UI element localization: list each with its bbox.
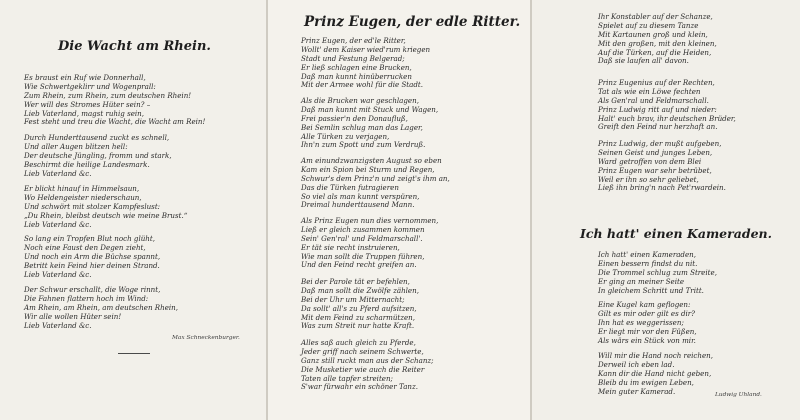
verse-line: Noch eine Faust den Degen zieht, (24, 242, 146, 252)
verse-line: Daß sie laufen all' davon. (598, 56, 689, 66)
verse-line: Beschirmt die heilige Landesmark. (24, 159, 150, 169)
verse-line: Kann dir die Hand nicht geben, (598, 368, 712, 378)
verse-line: Wie man sollt die Truppen führen, (301, 251, 425, 261)
verse-line: Und den Feind recht greifen an. (301, 260, 417, 270)
verse-line: Auf die Türken, auf die Heiden, (598, 47, 712, 57)
verse-line: Will mir die Hand noch reichen, (598, 351, 713, 360)
verse-line: In gleichem Schritt und Tritt. (598, 285, 704, 295)
verse-line: Zum Rhein, zum Rhein, zum deutschen Rhein! (24, 90, 192, 100)
stanza (24, 286, 178, 330)
verse-line: Die Musketier wie auch die Reiter (301, 364, 425, 374)
stanza (598, 13, 717, 66)
verse-line: Schwur's dem Prinz'n und zeigt's ihm an, (301, 173, 450, 183)
verse-line: Fest steht und treu die Wacht, die Wacht am Rein! (24, 117, 206, 127)
verse-line: Sein' Gen'ral' und Feldmarschall'. (301, 233, 423, 243)
verse-line: Er blickt hinauf in Himmelsaun, (24, 184, 140, 193)
verse-line: Gilt es mir oder gilt es dir? (598, 308, 695, 318)
verse-line: Bleib du im ewigen Leben, (598, 377, 694, 387)
stanza (598, 140, 726, 193)
stanza (301, 278, 419, 331)
verse-line: Prinz Ludwig, der mußt aufgeben, (598, 139, 722, 148)
verse-line: Mit Kartaunen groß und klein, (598, 29, 708, 39)
verse-line: Und aller Augen blitzen hell: (24, 141, 128, 151)
stanza (24, 185, 187, 229)
verse-line: Taten alle tapfer streiten; (301, 373, 393, 383)
verse-line: Daß man kunnt hinüberrucken (301, 71, 412, 81)
verse-line: Lieb Vaterland &c. (24, 269, 92, 279)
poem-title: Die Wacht am Rhein. (58, 39, 211, 54)
author-credit: Ludwig Uhland. (715, 392, 762, 398)
verse-line: Mein guter Kamerad. (598, 386, 676, 396)
panel-right (532, 0, 800, 420)
panel-left (0, 0, 266, 420)
verse-line: Am einundzwanzigsten August so eben (301, 156, 442, 165)
verse-line: Eine Kugel kam geflogen: (598, 300, 691, 309)
verse-line: Halt' euch brav, ihr deutschen Brüder, (598, 113, 736, 123)
verse-line: Frei passier'n den Donaufluß, (301, 113, 408, 123)
verse-line: Derweil ich eben lad. (598, 359, 675, 369)
verse-line: Mit dem Feind zu scharmützen, (301, 312, 415, 322)
verse-line: Wo Heldengeister niederschaun, (24, 192, 142, 202)
poem-title: Prinz Eugen, der edle Ritter. (304, 14, 521, 30)
poem-title: Ich hatt' einen Kameraden. (580, 226, 772, 241)
verse-line: Die Fahnen flattern hoch im Wind: (24, 293, 149, 303)
verse-line: Wir alle wollen Hüter sein! (24, 311, 122, 321)
verse-line: Lieb Vaterland, magst ruhig sein, (24, 108, 144, 118)
verse-line: Lieb Vaterland &c. (24, 320, 92, 330)
stanza (301, 157, 450, 210)
stanza (301, 97, 438, 150)
divider (118, 353, 150, 354)
verse-line: Alles saß auch gleich zu Pferde, (301, 338, 416, 347)
verse-line: Durch Hunderttausend zuckt es schnell, (24, 133, 170, 142)
verse-line: Prinz Eugenius auf der Rechten, (598, 78, 715, 87)
stanza (24, 134, 172, 178)
verse-line: Ihr Konstabler auf der Schanze, (598, 12, 713, 21)
stanza (301, 217, 438, 270)
verse-line: Als Gen'ral und Feldmarschall. (598, 95, 709, 105)
verse-line: So viel als man kunnt verspüren, (301, 191, 420, 201)
verse-line: Als wärs ein Stück von mir. (598, 335, 696, 345)
verse-line: Ganz still ruckt man aus der Schanz; (301, 355, 434, 365)
verse-line: Daß man sollt die Zwölfe zählen, (301, 285, 419, 295)
verse-line: S'war fürwahr ein schöner Tanz. (301, 382, 418, 392)
verse-line: Bei Semlin schlug man das Lager, (301, 122, 423, 132)
verse-line: Ließ er gleich zusammen kommen (301, 224, 425, 234)
verse-line: Greift den Feind nur herzhaft an. (598, 122, 718, 132)
verse-line: Der deutsche Jüngling, fromm und stark, (24, 150, 172, 160)
verse-line: Wer will des Stromes Hüter sein? – (24, 99, 151, 109)
verse-line: Und noch ein Arm die Büchse spannt, (24, 251, 161, 261)
verse-line: Ließ ihn bring'n nach Pet'rwardein. (598, 183, 726, 193)
verse-line: Als Prinz Eugen nun dies vernommen, (301, 216, 439, 225)
verse-line: Wie Schwertgeklirr und Wogenprall: (24, 81, 156, 91)
verse-line: Tat als wie ein Löwe fechten (598, 86, 701, 96)
verse-line: So lang ein Tropfen Blut noch glüht, (24, 234, 155, 243)
verse-line: Der Schwur erschallt, die Woge rinnt, (24, 285, 161, 294)
stanza (301, 339, 434, 392)
author-credit: Max Schneckenburger. (172, 335, 240, 341)
verse-line: Prinz Ludwig ritt auf und nieder: (598, 104, 717, 114)
stanza (24, 235, 160, 279)
verse-line: Stadt und Festung Belgerad; (301, 53, 405, 63)
verse-line: Mit der Armee wohl für die Stadt. (301, 80, 424, 90)
verse-line: Jeder griff nach seinem Schwerte, (301, 346, 424, 356)
verse-line: Als die Brucken war geschlagen, (301, 96, 419, 105)
verse-line: Die Trommel schlug zum Streite, (598, 267, 717, 277)
verse-line: Bei der Uhr um Mitternacht; (301, 294, 405, 304)
verse-line: Kam ein Spion bei Sturm und Regen, (301, 164, 435, 174)
verse-line: Dreimal hunderttausend Mann. (301, 200, 415, 210)
verse-line: Lieb Vaterland &c. (24, 168, 92, 178)
verse-line: Bei der Parole tät er befehlen, (301, 277, 410, 286)
verse-line: Weil er ihn so sehr geliebet, (598, 174, 699, 184)
verse-line: Ich hatt' einen Kameraden, (598, 250, 696, 259)
verse-line: Daß man kunnt mit Stuck und Wagen, (301, 104, 439, 114)
verse-line: Betritt kein Feind hier deinen Strand. (24, 260, 160, 270)
verse-line: „Du Rhein, bleibst deutsch wie meine Brust.“ (24, 210, 188, 220)
verse-line: Es braust ein Ruf wie Donnerhall, (24, 73, 146, 82)
verse-line: Prinz Eugen, der ed'le Ritter, (301, 36, 406, 45)
stanza (598, 352, 713, 396)
verse-line: Ihn'n zum Spott und zum Verdruß. (301, 140, 426, 150)
panel-middle (268, 0, 530, 420)
verse-line: Einen bessern findst du nit. (598, 258, 698, 268)
stanza (301, 37, 430, 90)
stanza (598, 301, 697, 345)
verse-line: Wollt' dem Kaiser wied'rum kriegen (301, 44, 431, 54)
verse-line: Er ging an meiner Seite (598, 276, 685, 286)
verse-line: Mit den großen, mit den kleinen, (598, 38, 717, 48)
verse-line: Spielet auf zu diesem Tanze (598, 20, 699, 30)
verse-line: Ward getroffen von dem Blei (598, 156, 702, 166)
verse-line: Ihn hat es weggerissen; (598, 317, 684, 327)
verse-line: Lieb Vaterland &c. (24, 219, 92, 229)
verse-line: Er liegt mir vor den Füßen, (598, 326, 697, 336)
verse-line: Prinz Eugen war sehr betrübet, (598, 165, 712, 175)
verse-line: Seinen Geist und junges Leben, (598, 147, 713, 157)
verse-line: Und schwört mit stolzer Kampfeslust: (24, 201, 161, 211)
stanza (24, 74, 205, 127)
verse-line: Was zum Streit nur hatte Kraft. (301, 321, 415, 331)
verse-line: Am Rhein, am Rhein, am deutschen Rhein, (24, 302, 178, 312)
verse-line: Das die Türken futragieren (301, 182, 399, 192)
verse-line: Er ließ schlagen eine Brucken, (301, 62, 412, 72)
stanza (598, 79, 736, 132)
verse-line: Alle Türken zu verjagen, (301, 131, 390, 141)
verse-line: Da sollt' all's zu Pferd aufsitzen, (301, 303, 417, 313)
verse-line: Er tät sie recht instruieren, (301, 242, 400, 252)
stanza (598, 251, 717, 295)
